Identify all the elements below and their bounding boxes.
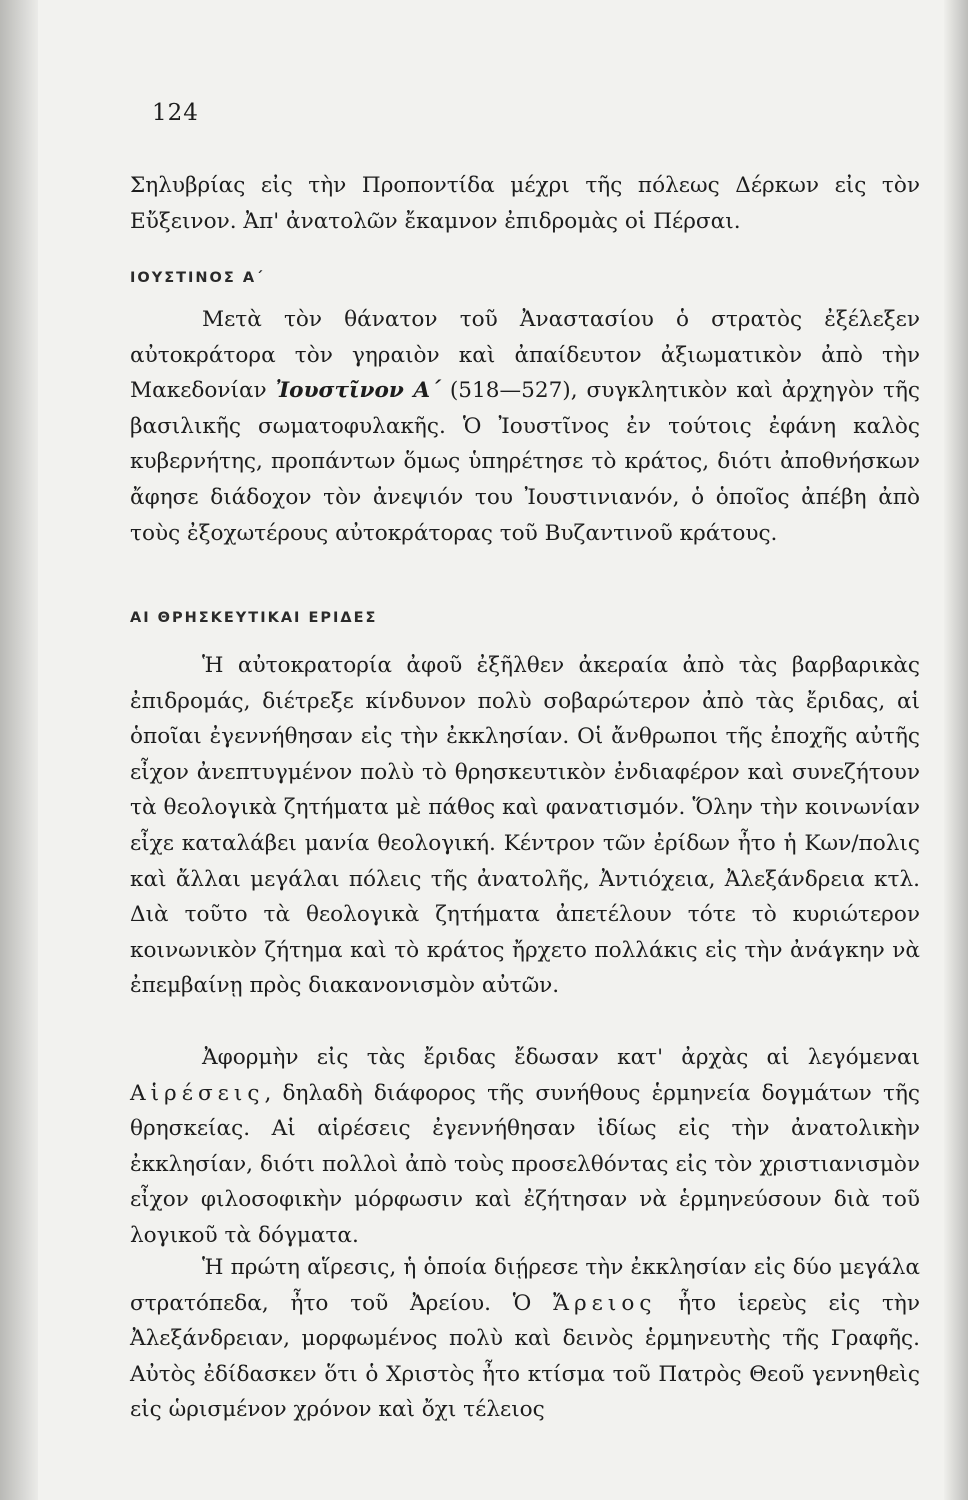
justin-text-after: (518—527), συγκλητικὸν καὶ ἀρχηγὸν τῆς βασιλικῆς σωματοφυλακῆς. Ὁ Ἰουστῖνος ἐν τούτοις ἐφάνη καλὸς κυβερνήτης, προπάντων ὅμως ὑπηρέτησε τὸ κράτος, διότι ἀποθνήσκων ἄφησε διάδοχον τὸν ἀνεψιόν του Ἰουστινιανόν, ὁ ὁποῖος ἀπέβη ἀπὸ τοὺς ἐξοχωτέρους αὐτοκράτορας τοῦ Βυζαντινοῦ κράτους.	[130, 378, 921, 546]
page-edge-shadow	[944, 0, 968, 1500]
heading-religious-disputes: ΑΙ ΘΡΗΣΚΕΥΤΙΚΑΙ ΕΡΙΔΕΣ	[130, 610, 378, 626]
justin-text-before: Μετὰ τὸν θάνατον τοῦ Ἀναστασίου ὁ στρατὸς ἐξέλεξεν αὐτοκράτορα τὸν γηραιὸν καὶ ἀπαίδευτον ἀξιωματικὸν ἀπὸ τὴν Μακεδονίαν	[130, 307, 920, 404]
arius-name: Ἄρειος	[553, 1290, 657, 1316]
justin-name: Ἰουστῖνον Α΄	[275, 378, 441, 404]
justin-paragraph	[130, 302, 920, 551]
intro-continuation-paragraph: Σηλυβρίας εἰς τὴν Προποντίδα μέχρι τῆς πόλεως Δέρκων εἰς τὸν Εὔξεινον. Ἀπ' ἀνατολῶν ἔκαμνον ἐπιδρομὰς οἱ Πέρσαι.	[130, 173, 920, 234]
page-gutter-shadow	[0, 0, 38, 1500]
arius-text-before: Ἡ πρώτη αἵρεσις, ἡ ὁποία διῄρεσε τὴν ἐκκλησίαν εἰς δύο μεγάλα στρατόπεδα, ἦτο τοῦ Ἀρείου. Ὁ	[130, 1255, 920, 1316]
heresies-text-before: Ἀφορμὴν εἰς τὰς ἔριδας ἔδωσαν κατ' ἀρχὰς αἱ λεγόμεναι	[202, 1045, 920, 1070]
heading-justin: ΙΟΥΣΤΙΝΟΣ Α΄	[130, 270, 265, 286]
arius-text-after: ἦτο ἱερεὺς εἰς τὴν Ἀλεξάνδρειαν, μορφωμένος πολὺ καὶ δεινὸς ἑρμηνευτὴς τῆς Γραφῆς. Αὐτὸς ἐδίδασκεν ὅτι ὁ Χριστὸς ἦτο κτίσμα τοῦ Πατρὸς Θεοῦ γεννηθεὶς εἰς ὡρισμένον χρόνον καὶ ὄχι τέλειος	[130, 1290, 920, 1423]
disputes-paragraph: Ἡ αὐτοκρατορία ἀφοῦ ἐξῆλθεν ἀκεραία ἀπὸ τὰς βαρβαρικὰς ἐπιδρομάς, διέτρεξε κίνδυνον πολὺ σοβαρώτερον ἀπὸ τὰς ἔριδας, αἱ ὁποῖαι ἐγεννήθησαν εἰς τὴν ἐκκλησίαν. Οἱ ἄνθρωποι τῆς ἐποχῆς αὐτῆς εἶχον ἀνεπτυγμένον πολὺ τὸ θρησκευτικὸν ἐνδιαφέρον καὶ συνεζήτουν τὰ θεολογικὰ ζητήματα μὲ πάθος καὶ φανατισμόν. Ὅλην τὴν κοινωνίαν εἶχε καταλάβει μανία θεολογική. Κέντρον τῶν ἐρίδων ἦτο ἡ Κων/πολις καὶ ἄλλαι μεγάλαι πόλεις τῆς ἀνατολῆς, Ἀντιόχεια, Ἀλεξάνδρεια κτλ. Διὰ τοῦτο τὰ θεολογικὰ ζητήματα ἀπετέλουν τότε τὸ κυριώτερον κοινωνικὸν ζήτημα καὶ τὸ κράτος ἤρχετο πολλάκις εἰς τὴν ἀνάγκην νὰ ἐπεμβαίνῃ πρὸς διακανονισμὸν αὐτῶν.	[130, 653, 920, 999]
heresies-term: Αἱρέσεις	[130, 1080, 265, 1106]
heresies-paragraph	[130, 1040, 920, 1254]
arius-paragraph	[130, 1250, 920, 1428]
heresies-text-after: , δηλαδὴ διάφορος τῆς συνήθους ἑρμηνεία δογμάτων τῆς θρησκείας. Αἱ αἱρέσεις ἐγεννήθησαν ἰδίως εἰς τὴν ἀνατολικὴν ἐκκλησίαν, διότι πολλοὶ ἀπὸ τοὺς προσελθόντας εἰς τὸν χριστιανισμὸν εἶχον φιλοσοφικὴν μόρφωσιν καὶ ἐζήτησαν νὰ ἑρμηνεύσουν διὰ τοῦ λογικοῦ τὰ δόγματα.	[130, 1080, 920, 1248]
page-number: 124	[152, 100, 199, 126]
